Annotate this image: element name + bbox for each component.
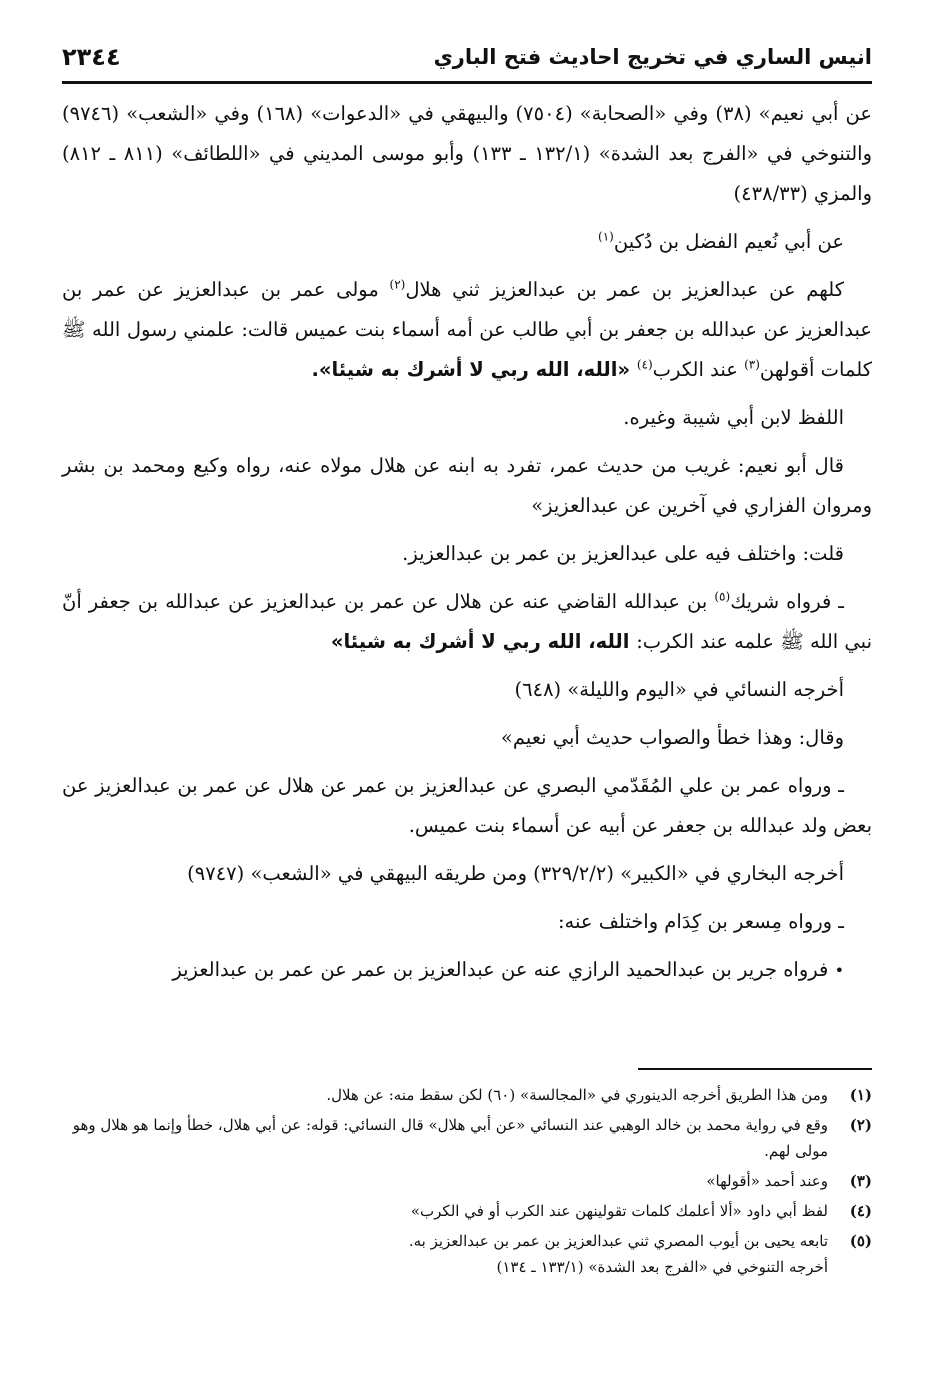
paragraph-text: أخرجه البخاري في «الكبير» (٣٢٩/٢/٢) ومن طريقه البيهقي في «الشعب» (٩٧٤٧): [187, 862, 844, 885]
paragraph-text: ـ ورواه عمر بن علي المُقَدّمي البصري عن عبدالعزيز بن عمر عن هلال عن عمر بن عبدالعزيز عن بعض ولد عبدالله بن جعفر عن أبيه عن أسماء بنت عميس.: [62, 774, 872, 837]
paragraph-text: عند الكرب: [652, 358, 745, 381]
footnote-text: أخرجه التنوخي في «الفرج بعد الشدة» (١٣٣/١ ـ ١٣٤): [496, 1258, 828, 1276]
footnote-item: [62, 1168, 872, 1194]
footnote-number: (٥): [849, 1232, 872, 1250]
paragraph: [62, 534, 872, 574]
footnote-text: تابعه يحيى بن أيوب المصري ثني عبدالعزيز بن عمر بن عبدالعزيز به.: [408, 1232, 828, 1250]
footnote-separator: [638, 1068, 872, 1070]
book-title: انيس الساري في تخريج احاديث فتح الباري: [433, 45, 872, 69]
paragraph: [62, 222, 872, 262]
running-header: [62, 36, 872, 78]
paragraph: [62, 902, 872, 942]
footnote-ref[interactable]: (٤): [636, 357, 653, 372]
paragraph: [62, 582, 872, 662]
footnote-item: [62, 1198, 872, 1224]
paragraph-text: عن أبي نُعيم الفضل بن دُكين: [613, 230, 844, 253]
footnote-text: ومن هذا الطريق أخرجه الدينوري في «المجالسة» (٦٠) لكن سقط منه: عن هلال.: [326, 1086, 828, 1104]
footnotes: [62, 1082, 872, 1284]
header-rule: [62, 81, 872, 84]
paragraph-text: بن عبدالله القاضي عنه عن هلال عن عمر بن عبدالعزيز عن عبدالله بن جعفر أنّ نبي الله ﷺ علمه عند الكرب:: [62, 590, 872, 653]
paragraph: [62, 950, 872, 991]
paragraph-text: مولى عمر بن عبدالعزيز عن عمر بن عبدالعزيز عن عبدالله بن جعفر بن أبي طالب عن أمه أسماء بنت عميس قالت: علمني رسول الله ﷺ كلمات أقولهن: [62, 278, 872, 381]
footnote-ref[interactable]: (٥): [714, 589, 731, 604]
paragraph-text: عن أبي نعيم» (٣٨) وفي «الصحابة» (٧٥٠٤) والبيهقي في «الدعوات» (١٦٨) وفي «الشعب» (٩٧٤٦) والتنوخي في «الفرج بعد الشدة» (١٣٢/١ ـ ١٣٣) وأبو موسى المديني في «اللطائف» (٨١١ ـ ٨١٢) والمزي (٤٣٨/٣٣): [62, 102, 872, 205]
paragraph: [62, 94, 872, 214]
paragraph: [62, 854, 872, 894]
page-number: ٢٣٤٤: [62, 43, 121, 71]
footnote-ref[interactable]: (١): [598, 229, 614, 244]
paragraph-text: ـ فرواه شريك: [730, 590, 844, 613]
paragraph-text: قال أبو نعيم: غريب من حديث عمر، تفرد به ابنه عن هلال مولاه عنه، رواه وكيع ومحمد بن بشر ومروان الفزاري في آخرين عن عبدالعزيز»: [62, 454, 872, 517]
paragraph-text: قلت: واختلف فيه على عبدالعزيز بن عمر بن عبدالعزيز.: [402, 542, 844, 565]
footnote-text: لفظ أبي داود «ألا أعلمك كلمات تقولينهن عند الكرب أو في الكرب»: [410, 1202, 828, 1220]
paragraph-text: اللفظ لابن أبي شيبة وغيره.: [623, 406, 844, 429]
paragraph-text: فرواه جرير بن عبدالحميد الرازي عنه عن عبدالعزيز بن عمر عن عمر بن عبدالعزيز: [172, 958, 835, 981]
paragraph-text: كلهم عن عبدالعزيز بن عمر بن عبدالعزيز ثني هلال: [405, 278, 844, 301]
paragraph: [62, 398, 872, 438]
paragraph: [62, 670, 872, 710]
paragraph-text: أخرجه النسائي في «اليوم والليلة» (٦٤٨): [514, 678, 844, 701]
footnote-text: وعند أحمد «أقولها»: [706, 1172, 828, 1190]
footnote-ref[interactable]: (٣): [744, 357, 760, 372]
main-text: [62, 94, 872, 999]
bullet-icon: •: [834, 961, 844, 980]
hadith-quote: الله، الله ربي لا أشرك به شيئا»: [330, 630, 637, 653]
footnote-number: (٢): [849, 1116, 872, 1134]
footnote-item: [62, 1228, 872, 1280]
paragraph-text: وقال: وهذا خطأ والصواب حديث أبي نعيم»: [500, 726, 844, 749]
footnote-number: (٣): [849, 1172, 872, 1190]
paragraph: [62, 766, 872, 846]
paragraph-text: ـ ورواه مِسعر بن كِدَام واختلف عنه:: [557, 910, 844, 933]
footnote-item: [62, 1112, 872, 1164]
paragraph: [62, 446, 872, 526]
footnote-text: وقع في رواية محمد بن خالد الوهبي عند النسائي «عن أبي هلال» قال النسائي: قوله: عن أبي هلال، خطأ وإنما هو هلال وهو مولى لهم.: [72, 1116, 828, 1160]
footnote-item: [62, 1082, 872, 1108]
paragraph: [62, 270, 872, 390]
paragraph: [62, 718, 872, 758]
footnote-ref[interactable]: (٢): [389, 277, 406, 292]
footnote-number: (٤): [849, 1202, 872, 1220]
footnote-number: (١): [849, 1086, 872, 1104]
hadith-quote: «الله، الله ربي لا أشرك به شيئا».: [311, 358, 637, 381]
